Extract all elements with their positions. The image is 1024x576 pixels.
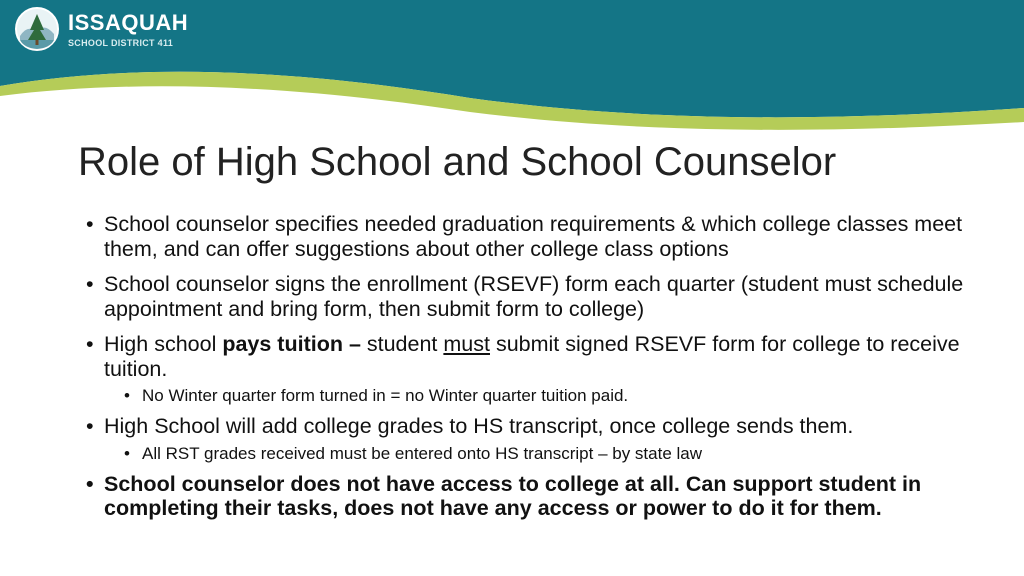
bullet-item-bold: • School counselor does not have access to college at all. Can support student in completing their tasks, does not have any access or power to do it for them. [86,472,966,521]
sub-bullet-item: • No Winter quarter form turned in = no Winter quarter tuition paid. [124,385,966,406]
bullet-item: • High School will add college grades to HS transcript, once college sends them. [86,414,966,439]
bullet-item-tuition [86,332,966,381]
bullet-underline: must [443,332,490,356]
district-logo [14,6,204,58]
logo-subtitle: SCHOOL DISTRICT 411 [68,38,174,48]
bullet-item: • School counselor specifies needed graduation requirements & which college classes meet them, and can offer suggestions about other college class options [86,212,966,261]
logo-name: ISSAQUAH [68,10,189,35]
slide-title: Role of High School and School Counselor [78,140,837,184]
slide-body [86,212,966,532]
bullet-emphasis: pays tuition – [222,332,361,356]
bullet-text: submit signed RSEVF form for college to receive tuition. [104,332,960,381]
bullet-item: • School counselor signs the enrollment (RSEVF) form each quarter (student must schedule appointment and bring form, then submit form to college) [86,272,966,321]
sub-bullet-item: • All RST grades received must be entered onto HS transcript – by state law [124,443,966,464]
bullet-text: student [360,332,444,356]
bullet-list [86,212,966,521]
bullet-text: High school [104,332,223,356]
tree-emblem-icon [14,6,60,52]
